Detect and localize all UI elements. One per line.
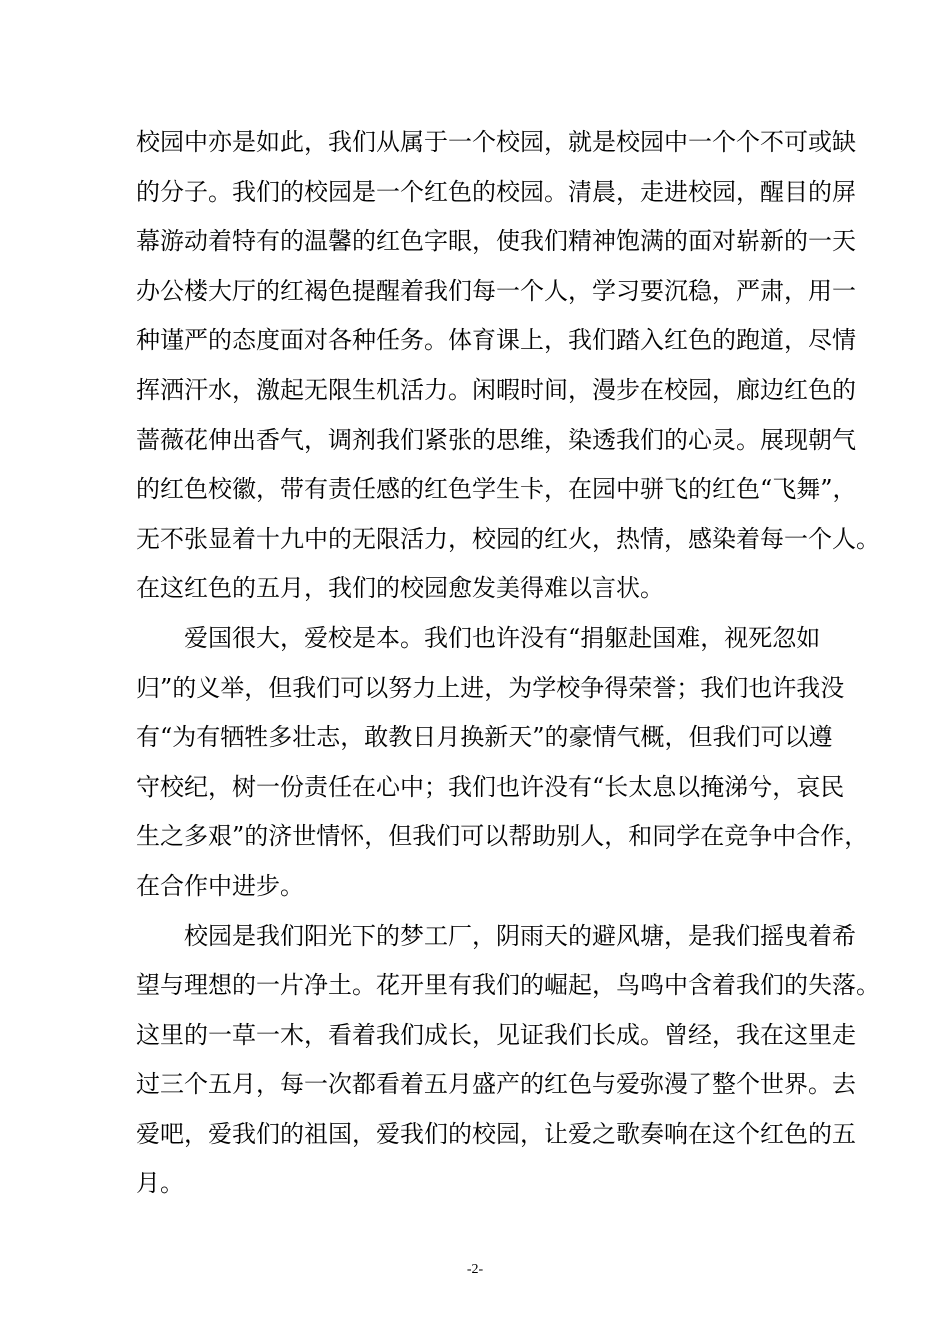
text-line: 月。 [136,1169,184,1198]
text-line: 办公楼大厅的红褐色提醒着我们每一个人，学习要沉稳，严肃，用一 [136,276,856,305]
text-line: 校园中亦是如此，我们从属于一个校园，就是校园中一个个不可或缺 [136,128,856,156]
text-line: 这里的一草一木，看着我们成长，见证我们长成。曾经，我在这里走 [136,1020,856,1049]
text-line: 归”的义举，但我们可以努力上进，为学校争得荣誉；我们也许我没 [136,673,845,702]
text-line: 校园是我们阳光下的梦工厂，阴雨天的避风塘，是我们摇曳着希 [136,921,856,950]
text-line: 种谨严的态度面对各种任务。体育课上，我们踏入红色的跑道，尽情 [136,326,856,355]
text-line: 生之多艰”的济世情怀，但我们可以帮助别人，和同学在竞争中合作， [136,822,869,851]
text-line: 幕游动着特有的温馨的红色字眼，使我们精神饱满的面对崭新的一天 [136,227,856,256]
text-line: 的红色校徽，带有责任感的红色学生卡，在园中骈飞的红色“飞舞”， [136,475,857,504]
text-line: 的分子。我们的校园是一个红色的校园。清晨，走进校园，醒目的屏 [136,177,856,206]
text-line: 爱吧，爱我们的祖国，爱我们的校园，让爱之歌奏响在这个红色的五 [136,1119,856,1148]
text-line: 在这红色的五月，我们的校园愈发美得难以言状。 [136,574,664,603]
text-line: 望与理想的一片净土。花开里有我们的崛起，鸟鸣中含着我们的失落。 [136,971,880,1000]
text-line: 爱国很大，爱校是本。我们也许没有“捐躯赴国难，视死忽如 [136,623,821,652]
text-line: 挥洒汗水，激起无限生机活力。闲暇时间，漫步在校园，廊边红色的 [136,375,856,404]
text-line: 过三个五月，每一次都看着五月盛产的红色与爱弥漫了整个世界。去 [136,1070,856,1099]
text-line: 蔷薇花伸出香气，调剂我们紧张的思维，染透我们的心灵。展现朝气 [136,425,856,454]
text-line: 无不张显着十九中的无限活力，校园的红火，热情，感染着每一个人。 [136,524,880,553]
text-line: 在合作中进步。 [136,871,304,900]
body-text [136,118,880,1209]
text-line: 有“为有牺牲多壮志，敢教日月换新天”的豪情气概，但我们可以遵 [136,723,833,752]
text-line: 守校纪，树一份责任在心中；我们也许没有“长太息以掩涕兮，哀民 [136,772,845,801]
page-number: -2- [466,1262,484,1277]
